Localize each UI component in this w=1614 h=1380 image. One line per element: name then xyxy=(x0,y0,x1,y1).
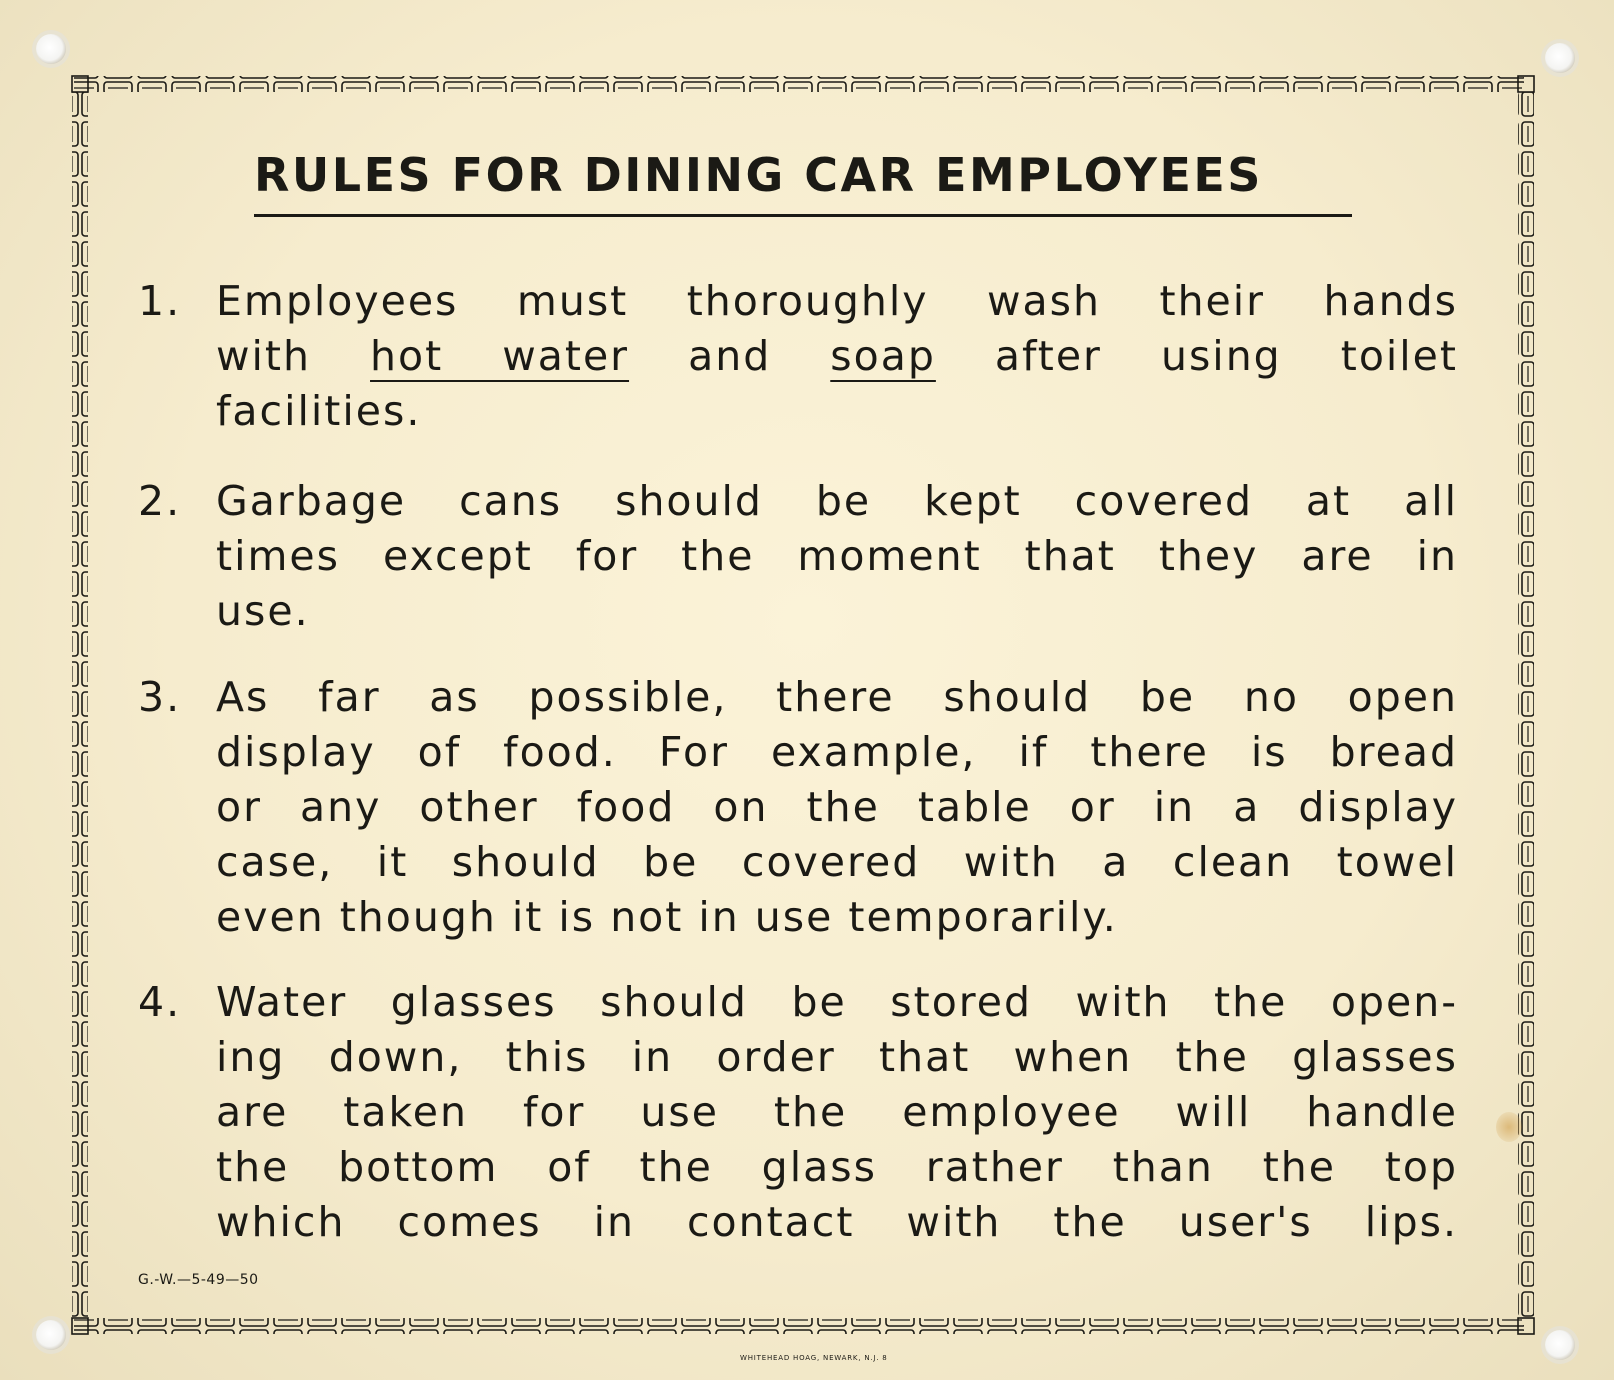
rule-text xyxy=(216,670,1458,945)
rule-line: with hot water and soap after using toilet xyxy=(216,332,1458,380)
underlined-phrase: soap xyxy=(830,332,936,380)
rule-line: the bottom of the glass rather than the top xyxy=(216,1143,1458,1191)
rule-line: Garbage cans should be kept covered at all xyxy=(216,477,1458,525)
rule-line: ing down, this in order that when the glasses xyxy=(216,1033,1458,1081)
rule-line: display of food. For example, if there is bread xyxy=(216,728,1458,776)
rule-line: use. xyxy=(216,587,310,635)
form-code: G.-W.—5-49—50 xyxy=(138,1272,259,1288)
border-left xyxy=(72,92,88,1318)
rule-text xyxy=(216,274,1458,439)
printer-mark: WHITEHEAD HOAG, NEWARK, N.J. 8 xyxy=(740,1354,888,1362)
rule-line: facilities. xyxy=(216,387,422,435)
rule-line: which comes in contact with the user's lips. xyxy=(216,1198,1458,1246)
paper-stain xyxy=(1496,1112,1522,1142)
rule-line: As far as possible, there should be no open xyxy=(216,673,1458,721)
rule-line: Employees must thoroughly wash their hands xyxy=(216,277,1458,325)
rule-line: times except for the moment that they are in xyxy=(216,532,1458,580)
border-bottom xyxy=(74,1318,1524,1334)
rule-number: 1. xyxy=(138,277,182,325)
page-title: RULES FOR DINING CAR EMPLOYEES xyxy=(254,148,1263,202)
rule-number: 4. xyxy=(138,978,182,1026)
rule-line: Water glasses should be stored with the open- xyxy=(216,978,1458,1026)
underlined-phrase: hot water xyxy=(370,332,630,380)
rule-line: are taken for use the employee will handle xyxy=(216,1088,1458,1136)
rule-number: 3. xyxy=(138,673,182,721)
rule-text xyxy=(216,474,1458,639)
rule-line: case, it should be covered with a clean towel xyxy=(216,838,1458,886)
border-top xyxy=(74,76,1524,92)
rule-line: even though it is not in use temporarily. xyxy=(216,893,1118,941)
rule-number: 2. xyxy=(138,477,182,525)
rule-line: or any other food on the table or in a display xyxy=(216,783,1458,831)
rule-text xyxy=(216,975,1458,1250)
title-underline xyxy=(254,214,1352,217)
